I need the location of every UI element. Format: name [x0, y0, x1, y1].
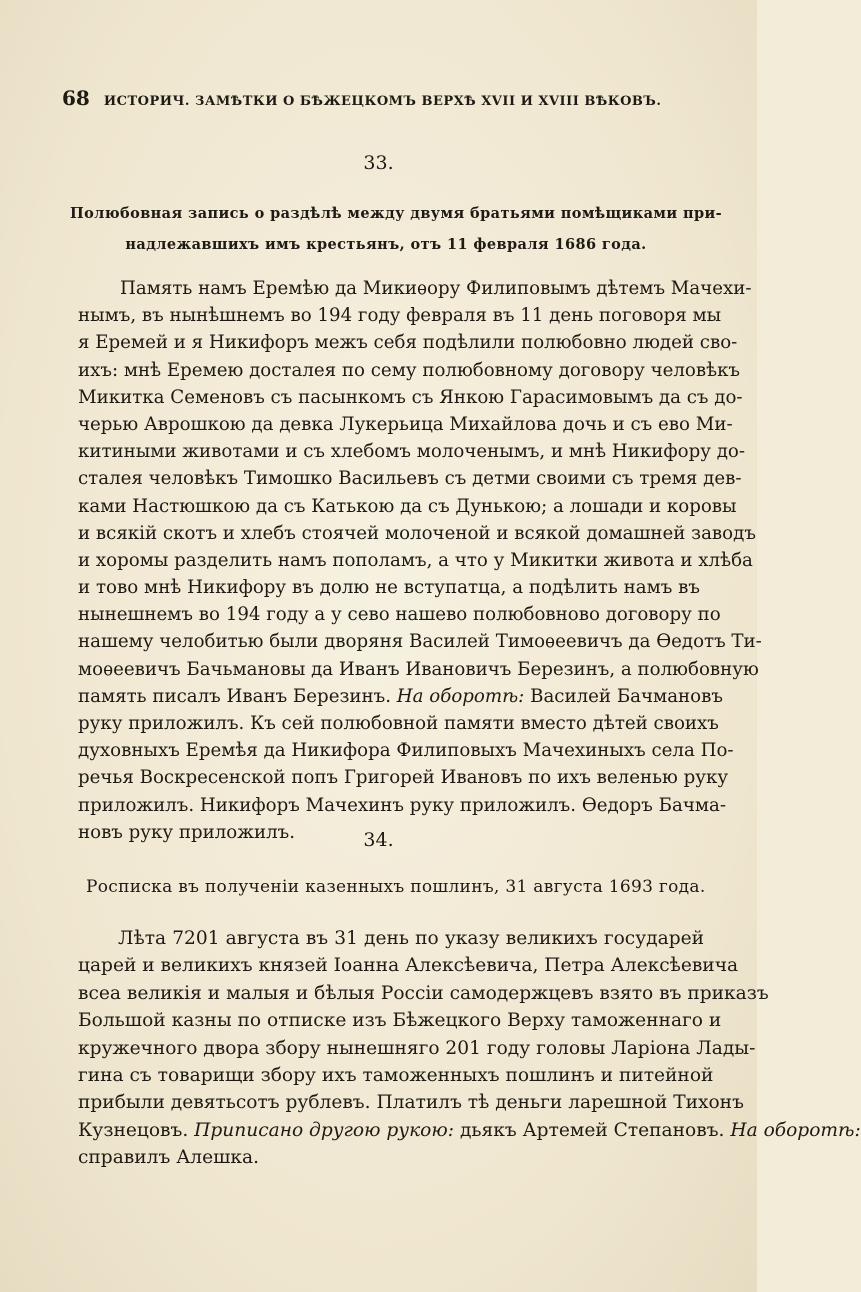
text-line: прибыли девятьсотъ рублевъ. Платилъ тѣ деньги ларешной Тихонъ [78, 1092, 744, 1114]
text-line: китиными животами и съ хлебомъ молоченымъ, и мнѣ Никифору до- [78, 441, 745, 463]
section-34-body [78, 925, 861, 1172]
text-line: речья Воскресенской попъ Григорей Ивановъ по ихъ веленью руку [78, 767, 729, 789]
note-obverse: На оборотѣ: [396, 685, 525, 707]
text-line: я Еремей и я Никифоръ межъ себя подѣлили полюбовно людей сво- [78, 332, 738, 354]
text-line: кружечного двора збору нынешняго 201 году головы Ларіона Лады- [78, 1037, 756, 1059]
page-number: 68 [62, 86, 90, 110]
text-line: всеа великія и малыя и бѣлыя Россіи самодержцевъ взято въ приказъ [78, 982, 769, 1004]
text-line: Большой казны по отписке изъ Бѣжецкого Верху таможеннаго и [78, 1010, 722, 1032]
text-fragment: Кузнецовъ. [78, 1119, 189, 1141]
text-line: гина съ товарищи збору ихъ таможенныхъ пошлинъ и питейной [78, 1064, 714, 1086]
running-title: ИСТОРИЧ. ЗАМѢТКИ О БѢЖЕЦКОМЪ ВЕРХѢ XVII И XVIII ВѢКОВЪ. [103, 94, 662, 109]
text-line: Лѣта 7201 августа въ 31 день по указу великихъ государей [118, 928, 704, 949]
text-line: и всякій скотъ и хлебъ стоячей молоченой и всякой домашней заводъ [78, 522, 756, 544]
text-line: моѳеевичъ Бачьмановы да Иванъ Ивановичъ Березинъ, а полюбовную [78, 658, 759, 680]
text-line: Микитка Семеновъ съ пасынкомъ съ Янкою Гарасимовымъ да съ до- [78, 386, 743, 408]
text-line: и тово мнѣ Никифору въ долю не вступатца, а подѣлить намъ въ [78, 577, 700, 599]
text-fragment: дьякъ Артемей Степановъ. [459, 1119, 725, 1141]
text-line: нынешнемъ во 194 году а у сево нашево полюбовново договору по [78, 604, 721, 626]
text-line: сталея человѣкъ Тимошко Васильевъ съ детми своими съ тремя дев- [78, 468, 742, 490]
text-line: черью Аврошкою да девка Лукерьица Михайлова дочь и съ ево Ми- [78, 413, 733, 435]
text-line: духовныхъ Еремѣя да Никифора Филиповыхъ Мачехиныхъ села По- [78, 740, 734, 762]
text-line: ихъ: мнѣ Еремею досталея по сему полюбовному договору человѣкъ [78, 359, 741, 381]
text-line [78, 683, 723, 710]
text-line: и хоромы разделить намъ пополамъ, а что у Микитки живота и хлѣба [78, 549, 753, 571]
text-line: справилъ Алешка. [78, 1147, 260, 1169]
section-number-33: 33. [363, 152, 394, 174]
text-line: ками Настюшкою да съ Катькою да съ Дунькою; а лошади и коровы [78, 495, 737, 517]
text-line: руку приложилъ. Къ сей полюбовной памяти вместо дѣтей своихъ [78, 713, 719, 734]
heading-line: надлежавшихъ имъ крестьянъ, отъ 11 февраля 1686 года. [125, 236, 647, 253]
heading-line: Полюбовная запись о раздѣлѣ между двумя братьями помѣщиками при- [70, 205, 723, 222]
text-line: нашему челобитью были дворяня Василей Тимоѳеевичъ да Ѳедотъ Ти- [78, 631, 762, 653]
section-33-heading [70, 198, 723, 260]
section-number-34: 34. [363, 829, 394, 851]
text-line [78, 1117, 861, 1144]
text-line: царей и великихъ князей Іоанна Алексѣевича, Петра Алексѣевича [78, 955, 739, 977]
running-header [62, 86, 702, 110]
note-other-hand: Приписано другою рукою: [194, 1119, 455, 1141]
section-34-heading: Росписка въ полученіи казенныхъ пошлинъ, 31 августа 1693 года. [86, 877, 706, 897]
text-line: новъ руку приложилъ. [78, 821, 296, 843]
note-obverse: На оборотѣ: [730, 1119, 861, 1141]
text-fragment: Василей Бачмановъ [530, 685, 723, 707]
text-line: Память намъ Еремѣю да Микиѳору Филиповымъ дѣтемъ Мачехи- [120, 278, 752, 299]
text-line: приложилъ. Никифоръ Мачехинъ руку приложилъ. Ѳедоръ Бачма- [78, 794, 727, 816]
text-line: нымъ, въ нынѣшнемъ во 194 году февраля въ 11 день поговоря мы [78, 305, 722, 327]
section-33-body [78, 275, 762, 846]
text-fragment: память писалъ Иванъ Березинъ. [78, 685, 391, 707]
